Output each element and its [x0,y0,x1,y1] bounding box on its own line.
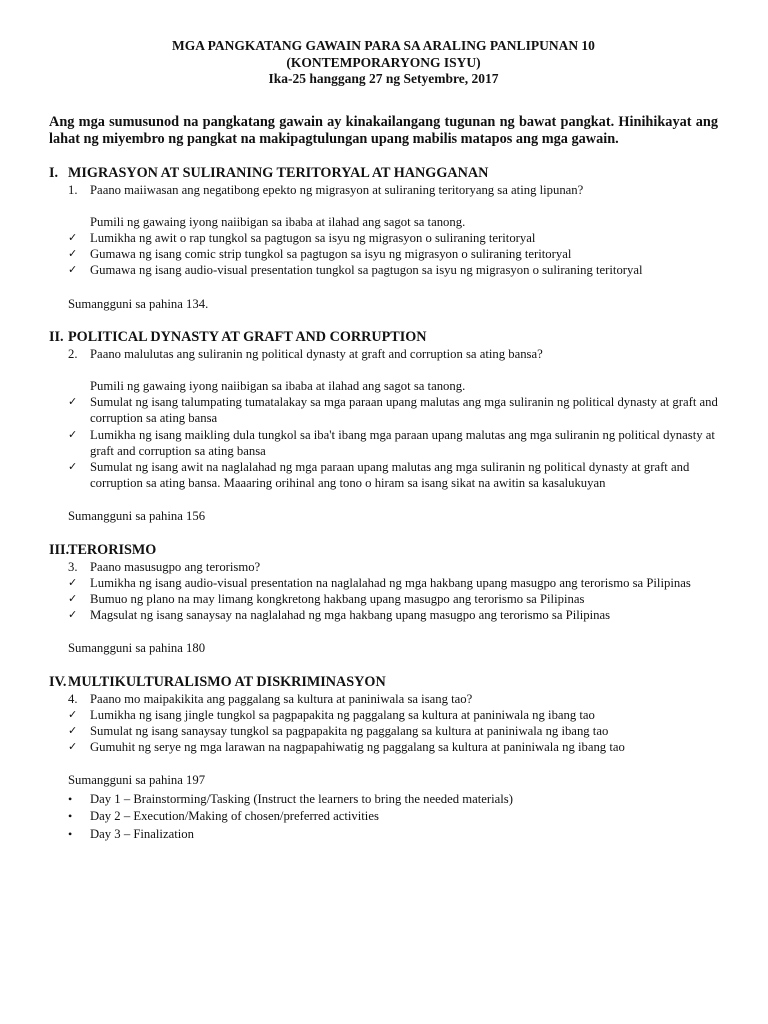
check-icon: ✓ [68,575,78,589]
section-numeral: I. [49,164,59,181]
activity-checklist [49,707,718,756]
schedule-item-text: Day 3 – Finalization [90,826,194,841]
intro-paragraph: Ang mga sumusunod na pangkatang gawain ay kinakailangang tugunan ng bawat pangkat. Hinihikayat ang lahat ng miyembro ng pangkat na makipagtulungan upang mabilis matapos ang mga gawain. [49,113,718,147]
section-numeral: III. [49,541,70,558]
check-icon: ✓ [68,459,78,473]
question-number: 3. [68,559,78,574]
bullet-icon: • [68,809,73,824]
question-number: 2. [68,346,78,361]
section-instruction: Pumili ng gawaing iyong naiibigan sa ibaba at ilahad ang sagot sa tanong. [90,378,466,393]
schedule-list [49,791,718,844]
check-icon: ✓ [68,591,78,605]
section-heading [49,542,718,559]
checklist-item-text: Gumawa ng isang audio-visual presentation tungkol sa pagtugon sa isyu ng migrasyon o suliraning teritoryal [90,263,643,278]
question-text: Paano masusugpo ang terorismo? [90,559,261,574]
page-reference: Sumangguni sa pahina 197 [68,773,206,788]
question-number: 4. [68,691,78,706]
schedule-item-text: Day 1 – Brainstorming/Tasking (Instruct the learners to bring the needed materials) [90,791,513,806]
activity-checklist [49,575,718,624]
checklist-item [68,575,718,591]
checklist-item [68,394,718,426]
document-dates: Ika-25 hanggang 27 ng Setyembre, 2017 [268,71,499,86]
checklist-item [68,230,718,246]
check-icon: ✓ [68,247,78,261]
bullet-icon: • [68,826,73,841]
section-question [68,691,718,707]
checklist-item-text: Gumawa ng isang comic strip tungkol sa pagtugon sa isyu ng migrasyon o suliraning teritoryal [90,247,572,262]
section-multikulturalismo [49,674,718,844]
schedule-item-text: Day 2 – Execution/Making of chosen/preferred activities [90,809,379,824]
document-header [49,38,718,88]
checklist-item [68,427,718,459]
section-heading [49,674,718,691]
question-text: Paano malulutas ang suliranin ng political dynasty at graft and corruption sa ating bansa? [90,346,543,361]
checklist-item [68,707,718,723]
checklist-item [68,262,718,278]
activity-checklist [49,230,718,279]
checklist-item-text: Sumulat ng isang talumpating tumatalakay sa mga paraan upang malutas ang mga suliranin ng political dynasty at graft and corruption sa ating bansa [90,395,718,426]
activity-checklist [49,394,718,491]
bullet-icon: • [68,791,73,806]
schedule-item [68,808,718,826]
checklist-item-text: Bumuo ng plano na may limang kongkretong hakbang upang masugpo ang terorismo sa Pilipinas [90,591,585,606]
page-reference: Sumangguni sa pahina 180 [68,641,206,656]
checklist-item-text: Lumikha ng isang audio-visual presentation na naglalahad ng mga hakbang upang masugpo ang terorismo sa Pilipinas [90,575,691,590]
checklist-item-text: Sumulat ng isang sanaysay tungkol sa pagpapakita ng paggalang sa kultura at paniniwala ng ibang tao [90,723,609,738]
section-political-dynasty [49,329,718,525]
checklist-item-text: Sumulat ng isang awit na naglalahad ng mga paraan upang malutas ang mga suliranin ng political dynasty at graft and corruption sa ating bansa. Maaaring orihinal ang tono o hiram sa isang sikat na awitin sa kasalukuyan [90,459,690,491]
check-icon: ✓ [68,608,78,622]
section-heading [49,165,718,182]
section-title: MULTIKULTURALISMO AT DISKRIMINASYON [68,673,386,690]
checklist-item [68,739,718,755]
section-question [68,559,718,575]
checklist-item [68,246,718,262]
section-migrasyon [49,165,718,312]
section-numeral: IV. [49,673,67,690]
checklist-item [68,723,718,739]
checklist-item [68,459,718,491]
page-reference: Sumangguni sa pahina 156 [68,509,206,524]
checklist-item-text: Lumikha ng isang maikling dula tungkol sa iba't ibang mga paraan upang malutas ang mga suliranin ng political dynasty at graft and corruption sa ating bansa [90,427,715,458]
check-icon: ✓ [68,395,78,409]
check-icon: ✓ [68,740,78,754]
check-icon: ✓ [68,707,78,721]
checklist-item-text: Magsulat ng isang sanaysay na naglalahad ng mga hakbang upang masugpo ang terorismo sa Pilipinas [90,608,611,623]
page-reference: Sumangguni sa pahina 134. [68,296,209,311]
section-title: POLITICAL DYNASTY AT GRAFT AND CORRUPTION [68,328,427,345]
section-numeral: II. [49,328,64,345]
section-instruction: Pumili ng gawaing iyong naiibigan sa ibaba at ilahad ang sagot sa tanong. [90,214,466,229]
check-icon: ✓ [68,427,78,441]
section-question [68,182,718,198]
question-number: 1. [68,182,78,197]
section-title: MIGRASYON AT SULIRANING TERITORYAL AT HANGGANAN [68,164,489,181]
section-question [68,346,718,362]
schedule-item [68,791,718,809]
section-heading [49,329,718,346]
section-title: TERORISMO [68,541,157,558]
checklist-item [68,607,718,623]
schedule-item [68,826,718,844]
document-title: MGA PANGKATANG GAWAIN PARA SA ARALING PANLIPUNAN 10 [172,38,595,53]
section-terorismo [49,542,718,657]
document-subtitle: (KONTEMPORARYONG ISYU) [286,54,481,70]
checklist-item-text: Gumuhit ng serye ng mga larawan na nagpapahiwatig ng paggalang sa kultura at paniniwala ng ibang tao [90,740,625,755]
question-text: Paano maiiwasan ang negatibong epekto ng migrasyon at suliraning teritoryang sa ating lipunan? [90,182,584,197]
check-icon: ✓ [68,723,78,737]
check-icon: ✓ [68,230,78,244]
checklist-item-text: Lumikha ng awit o rap tungkol sa pagtugon sa isyu ng migrasyon o suliraning teritoryal [90,230,536,245]
check-icon: ✓ [68,263,78,277]
question-text: Paano mo maipakikita ang paggalang sa kultura at paniniwala sa isang tao? [90,691,473,706]
checklist-item-text: Lumikha ng isang jingle tungkol sa pagpapakita ng paggalang sa kultura at paniniwala ng ibang tao [90,707,595,722]
checklist-item [68,591,718,607]
